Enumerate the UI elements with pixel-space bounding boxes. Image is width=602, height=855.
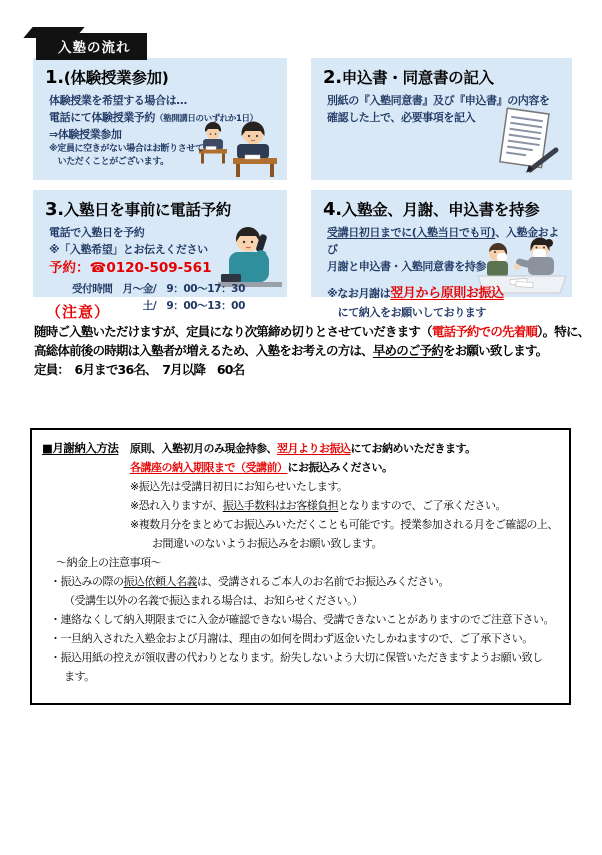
notice-capacity-line: 定員： 6月まで36名、 7月以降 60名 xyxy=(34,361,245,377)
cautions-title: ～納金上の注意事項～ xyxy=(56,556,161,569)
step1-box xyxy=(33,58,287,180)
step3-number: 3. xyxy=(45,199,64,220)
step2-line1: 別紙の『入塾同意書』及び『申込書』の内容を xyxy=(327,94,550,107)
caution-1: ・振込みの際の振込依頼人名義は、受講されるご本人のお名前でお振込みください。 xyxy=(50,575,449,588)
step2-title: 2.申込書・同意書の記入 xyxy=(323,67,494,88)
notice-line2: 高総体前後の時期は入塾者が増えるため、入塾をお考えの方は、早めのご予約をお願い致します。 xyxy=(34,342,548,358)
step1-line2: 電話にて体験授業予約（塾開講日のいずれか1日） xyxy=(49,111,258,125)
step2-number: 2. xyxy=(323,67,342,88)
caution-3: ・一旦納入された入塾金および月謝は、理由の如何を問わず返金いたしかねますので、ご了承下さい。 xyxy=(50,632,533,645)
notice-paragraph xyxy=(34,323,594,379)
hours-saturday: 土/ 9：00～13：00 xyxy=(142,299,245,312)
step1-note2: いただくことがございます。 xyxy=(49,157,169,168)
payment-rule-1: 原則、入塾初月のみ現金持参、翌月よりお振込にてお納めいただきます。 xyxy=(130,442,476,455)
phone-reservation-line: 予約：☎0120-509-561 xyxy=(49,260,212,277)
step4-line4: にて納入をお願いしております xyxy=(327,306,486,320)
step3-body xyxy=(49,224,277,315)
step3-line1: 電話で入塾日を予約 xyxy=(49,226,145,239)
caution-4-cont: ます。 xyxy=(64,670,95,683)
caution-4: ・振込用紙の控えが領収書の代わりとなります。紛失しないよう大切に保管いただきますようお願い致し xyxy=(50,651,543,664)
page-title-banner xyxy=(36,33,147,60)
caution-1-sub: （受講生以外の名義で振込まれる場合は、お知らせください。） xyxy=(64,594,363,607)
step4-title: 4.入塾金、月謝、申込書を持参 xyxy=(323,199,540,220)
step1-title: 1.(体験授業参加) xyxy=(45,67,169,88)
step1-body xyxy=(49,92,277,169)
step1-line3: ⇒体験授業参加 xyxy=(49,128,122,142)
hours-weekday: 受付時間 月～金/ 9：00～17：30 xyxy=(72,283,245,296)
payment-note-1: ※振込先は受講日初日にお知らせいたします。 xyxy=(130,480,348,493)
step1-number: 1. xyxy=(45,67,64,88)
step3-title: 3.入塾日を事前に電話予約 xyxy=(45,199,231,220)
step4-body xyxy=(327,224,562,321)
reception-hours xyxy=(49,281,245,315)
step4-line3: ※なお月謝は翌月から原則お振込 xyxy=(327,286,504,302)
page-title: 入塾の流れ xyxy=(58,40,131,56)
notice-line1: 随時ご入塾いただけますが、定員になり次第締め切りとさせていだきます（電話予約での先着順）。特に、 xyxy=(34,324,590,339)
payment-rule-2: 各講座の納入期限まで（受講前）にお振込みください。 xyxy=(130,461,393,474)
payment-heading: ■月謝納入方法 xyxy=(42,441,119,455)
payment-main-rules xyxy=(130,439,558,553)
step2-box xyxy=(311,58,572,180)
step4-number: 4. xyxy=(323,199,342,220)
step4-line2: 月謝と申込書・入塾同意書を持参 xyxy=(327,260,486,274)
step1-note1: ※定員に空きがない場合はお断りさせて xyxy=(49,144,204,155)
caution-2: ・連絡なくして納入期限までに入金が確認できない場合、受講できないことがありますのでご注意下さい。 xyxy=(50,613,554,626)
payment-note-2: ※恐れ入りますが、振込手数料はお客様負担となりますので、ご了承ください。 xyxy=(130,499,506,512)
payment-method-box xyxy=(30,428,571,705)
step2-body xyxy=(327,92,562,126)
payment-note-3: ※複数月分をまとめてお振込みいただくことも可能です。授業参加される月をご確認の上、 xyxy=(130,518,558,531)
step4-box xyxy=(311,190,572,320)
payment-cautions xyxy=(42,553,565,686)
step2-line2: 確認した上で、必要事項を記入 xyxy=(327,111,476,125)
payment-note-3-cont: お間違いのないようお振込みをお願い致します。 xyxy=(152,537,383,550)
step3-line2: ※「入塾希望」とお伝えください xyxy=(49,243,208,257)
step4-line1: 受講日初日までに(入塾当日でも可)、入塾金および xyxy=(327,226,559,257)
step1-line1: 体験授業を希望する場合は… xyxy=(49,94,187,107)
phone-icon: ☎ xyxy=(89,260,107,277)
notice-heading: （注意） xyxy=(46,303,111,321)
phone-number: 0120-509-561 xyxy=(106,260,212,277)
